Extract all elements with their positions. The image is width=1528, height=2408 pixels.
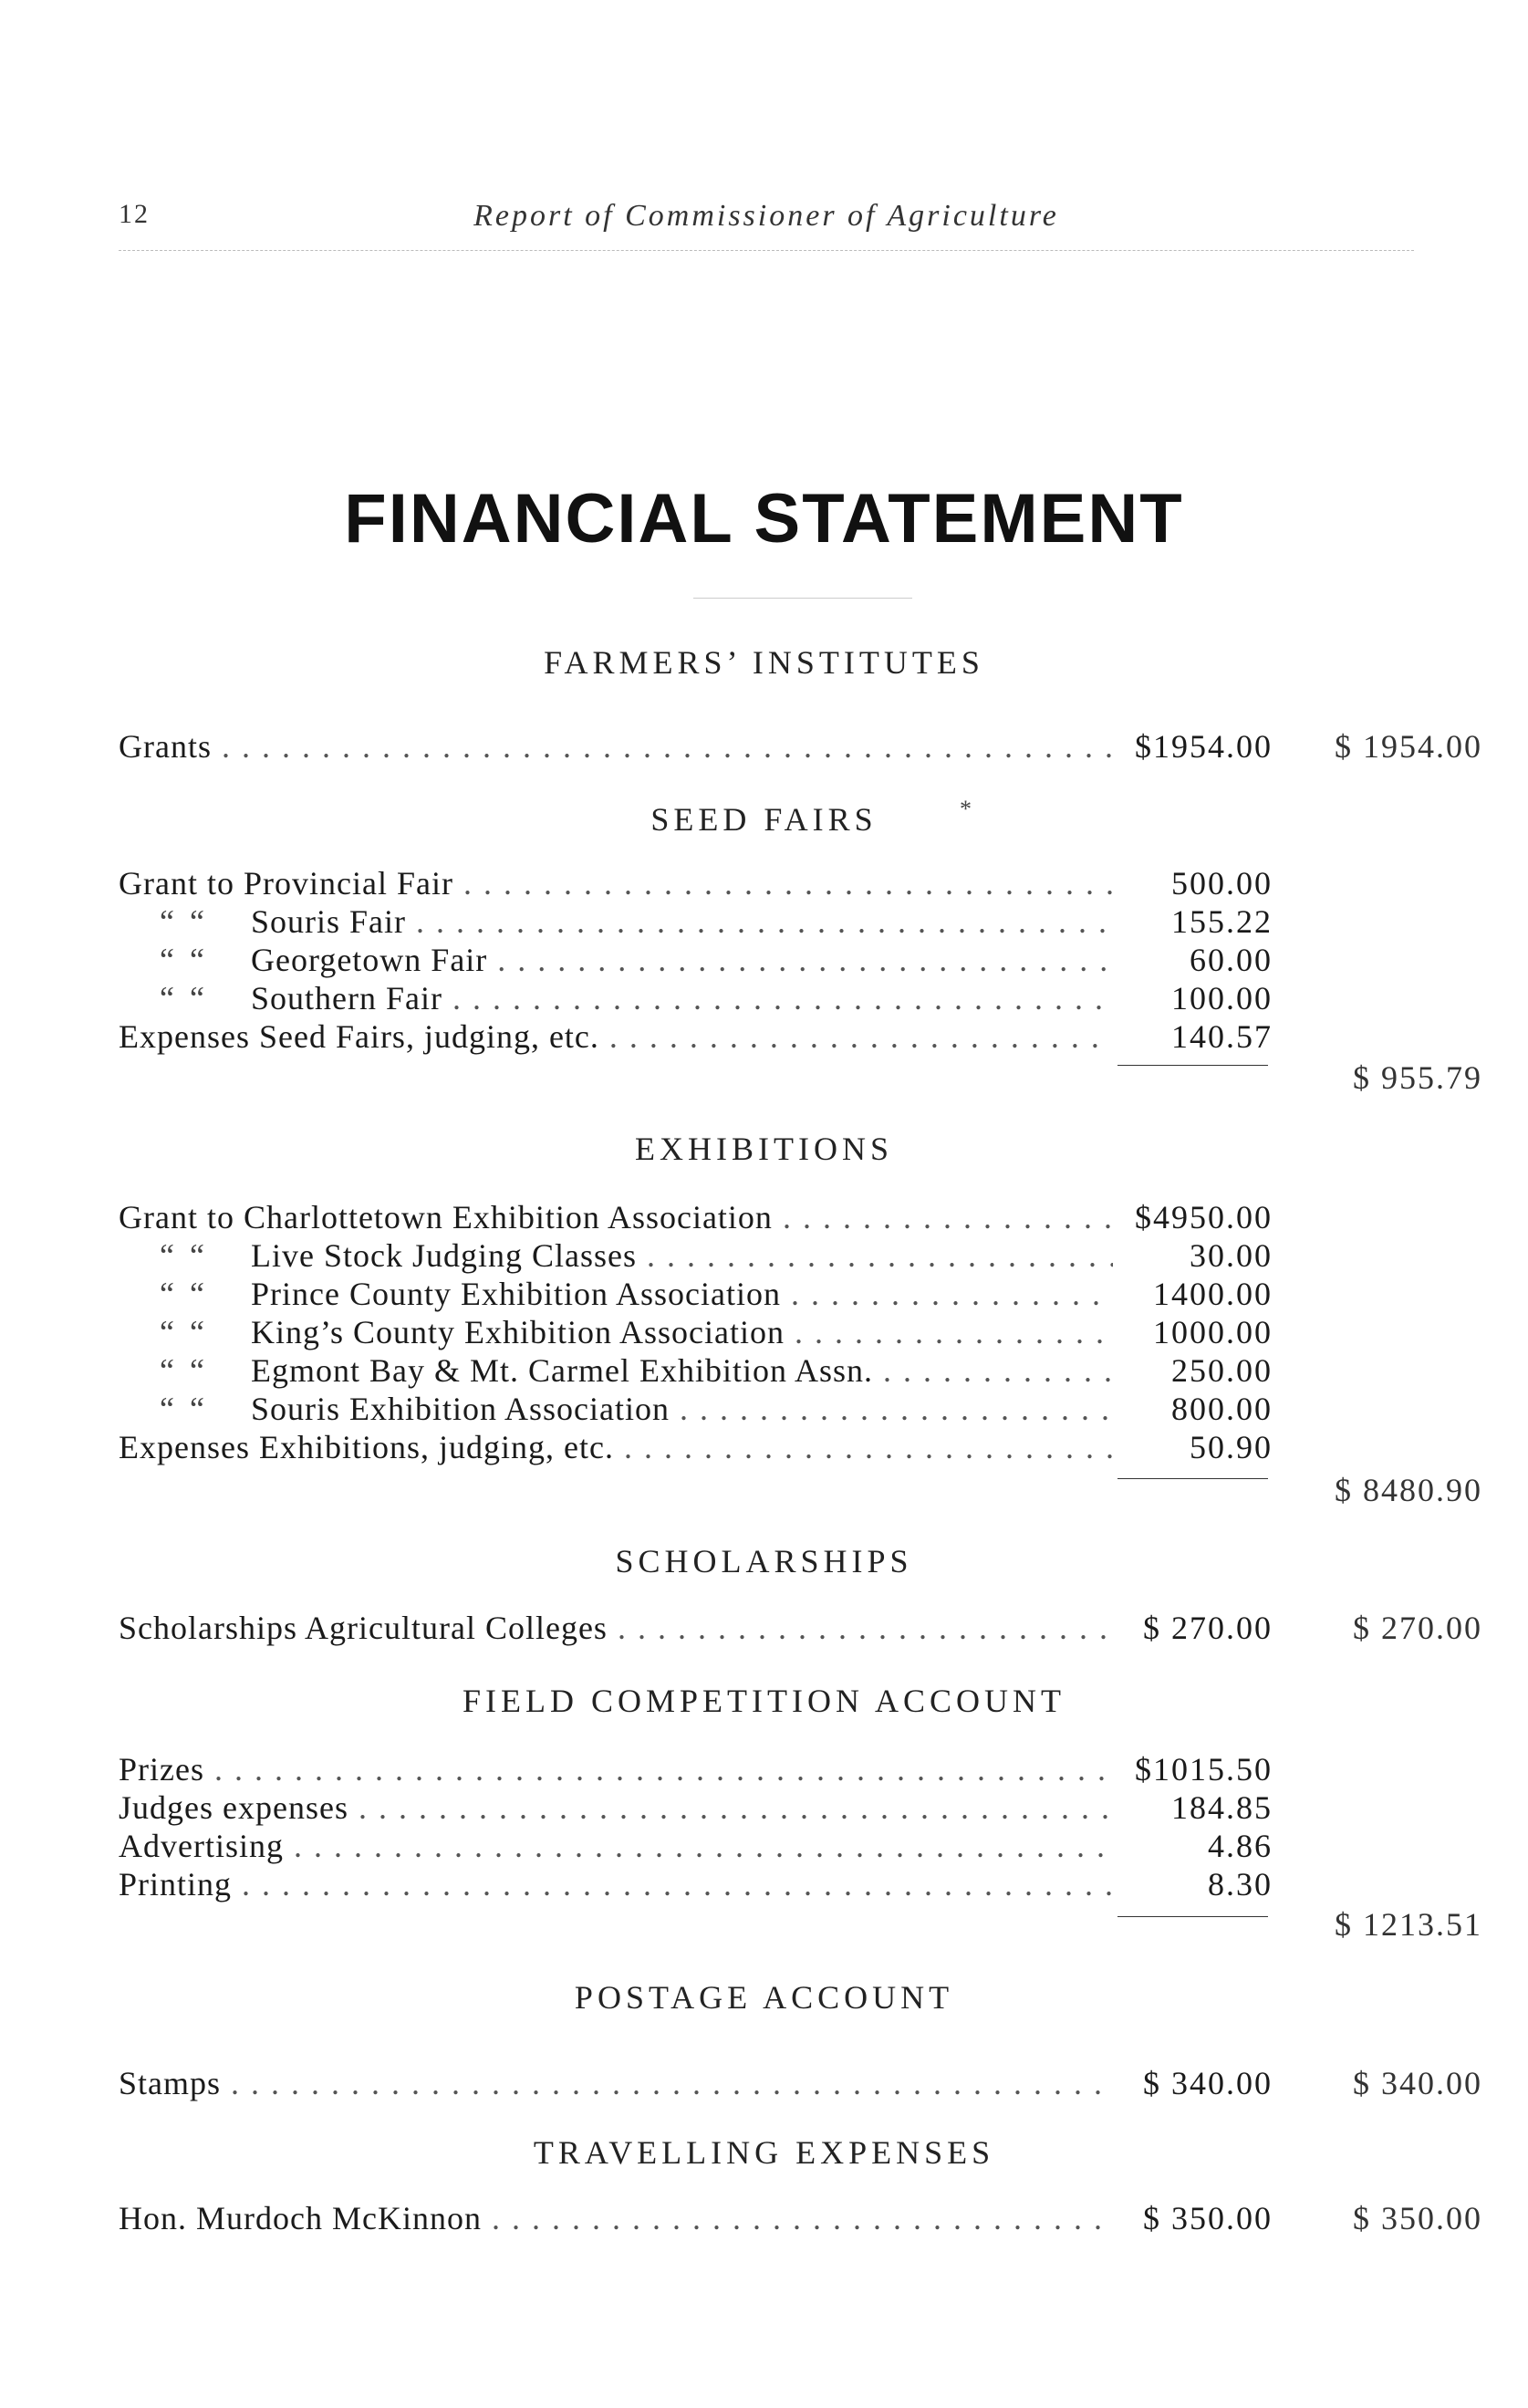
section-heading-seed-fairs: SEED FAIRS xyxy=(650,801,878,838)
ditto-mark: “ “ xyxy=(160,942,208,978)
row-amount: $1954.00 xyxy=(1113,727,1273,766)
ledger-row xyxy=(0,1198,1528,1238)
section-total: $ 955.79 xyxy=(1353,1059,1482,1096)
row-label: “ “ Egmont Bay & Mt. Carmel Exhibition Assn. . . . xyxy=(160,1351,1113,1392)
ledger-row xyxy=(0,979,1528,1019)
row-label: Printing . . . xyxy=(119,1865,1113,1905)
row-amount: 140.57 xyxy=(1113,1017,1273,1056)
row-amount: $ 340.00 xyxy=(1113,2064,1273,2102)
row-label: Expenses Exhibitions, judging, etc. . . . xyxy=(119,1428,1113,1468)
row-amount: 30.00 xyxy=(1113,1236,1273,1275)
section-total: $ 1213.51 xyxy=(1335,1906,1482,1943)
ledger-row xyxy=(0,2199,1528,2239)
section-heading-farmers-institutes: FARMERS’ INSTITUTES xyxy=(544,644,984,681)
row-amount: 184.85 xyxy=(1113,1788,1273,1827)
page-number: 12 xyxy=(119,199,150,229)
section-heading-exhibitions: EXHIBITIONS xyxy=(635,1131,893,1167)
row-total: $ 270.00 xyxy=(1353,1610,1482,1646)
ledger-row xyxy=(0,1236,1528,1277)
row-amount: 60.00 xyxy=(1113,941,1273,979)
subtotal-rule xyxy=(1117,1478,1268,1479)
row-amount: 250.00 xyxy=(1113,1351,1273,1390)
row-label: Grant to Provincial Fair . . . xyxy=(119,864,1113,904)
row-total: $ 340.00 xyxy=(1353,2065,1482,2101)
row-amount: 500.00 xyxy=(1113,864,1273,902)
ledger-row xyxy=(0,1788,1528,1829)
section-heading-postage: POSTAGE ACCOUNT xyxy=(574,1979,954,2016)
ditto-mark: “ “ xyxy=(160,903,208,940)
ledger-row xyxy=(0,941,1528,981)
row-label: “ “ Southern Fair . . . xyxy=(160,979,1113,1019)
ditto-mark: “ “ xyxy=(160,1352,208,1389)
row-amount: 4.86 xyxy=(1113,1827,1273,1865)
header-divider xyxy=(119,250,1414,251)
ledger-row xyxy=(0,864,1528,904)
row-amount: $ 350.00 xyxy=(1113,2199,1273,2237)
row-amount: 100.00 xyxy=(1113,979,1273,1017)
row-label: Stamps . . . xyxy=(119,2064,1113,2104)
ledger-row xyxy=(0,727,1528,767)
ledger-row xyxy=(0,1017,1528,1058)
section-total: $ 8480.90 xyxy=(1335,1472,1482,1508)
row-label: “ “ Georgetown Fair . . . xyxy=(160,941,1113,981)
row-amount: $4950.00 xyxy=(1113,1198,1273,1236)
row-amount: $ 270.00 xyxy=(1113,1609,1273,1647)
running-title: Report of Commissioner of Agriculture xyxy=(473,199,1059,233)
row-label: “ “ Souris Fair . . . xyxy=(160,902,1113,943)
row-label: “ “ King’s County Exhibition Association . . . xyxy=(160,1313,1113,1353)
row-amount: 8.30 xyxy=(1113,1865,1273,1903)
ditto-mark: “ “ xyxy=(160,1391,208,1427)
ditto-mark: “ “ xyxy=(160,1237,208,1274)
ditto-mark: “ “ xyxy=(160,1314,208,1350)
row-label: Hon. Murdoch McKinnon . . . xyxy=(119,2199,1113,2239)
ledger-row xyxy=(0,1827,1528,1867)
row-amount: 800.00 xyxy=(1113,1390,1273,1428)
star-mark: * xyxy=(960,796,972,822)
ledger-row xyxy=(0,2064,1528,2104)
ledger-row xyxy=(0,1428,1528,1468)
row-total: $ 350.00 xyxy=(1353,2200,1482,2236)
row-label: Judges expenses . . . xyxy=(119,1788,1113,1829)
ledger-row xyxy=(0,1275,1528,1315)
row-label: Advertising . . . xyxy=(119,1827,1113,1867)
row-total: $ 1954.00 xyxy=(1335,728,1482,765)
row-label: Expenses Seed Fairs, judging, etc. . . . xyxy=(119,1017,1113,1058)
ditto-mark: “ “ xyxy=(160,980,208,1016)
page-header xyxy=(119,199,1414,254)
row-label: “ “ Souris Exhibition Association . . . xyxy=(160,1390,1113,1430)
subtotal-rule xyxy=(1117,1065,1268,1066)
row-label: “ “ Live Stock Judging Classes . . . xyxy=(160,1236,1113,1277)
title-divider xyxy=(693,598,912,599)
section-heading-scholarships: SCHOLARSHIPS xyxy=(615,1543,913,1579)
ledger-row xyxy=(0,1390,1528,1430)
row-amount: 1000.00 xyxy=(1113,1313,1273,1351)
row-label: “ “ Prince County Exhibition Association . . . xyxy=(160,1275,1113,1315)
row-amount: 1400.00 xyxy=(1113,1275,1273,1313)
row-label: Grant to Charlottetown Exhibition Association . . . xyxy=(119,1198,1113,1238)
row-label: Prizes . . . xyxy=(119,1750,1113,1790)
page-title: FINANCIAL STATEMENT xyxy=(344,480,1184,558)
ledger-row xyxy=(0,1313,1528,1353)
ledger-row xyxy=(0,1351,1528,1392)
ledger-row xyxy=(0,1750,1528,1790)
ditto-mark: “ “ xyxy=(160,1276,208,1312)
row-amount: $1015.50 xyxy=(1113,1750,1273,1788)
subtotal-rule xyxy=(1117,1916,1268,1917)
section-heading-field-competition: FIELD COMPETITION ACCOUNT xyxy=(463,1683,1065,1719)
ledger-row xyxy=(0,902,1528,943)
row-label: Scholarships Agricultural Colleges . . . xyxy=(119,1609,1113,1649)
row-label: Grants . . . xyxy=(119,727,1113,767)
row-amount: 155.22 xyxy=(1113,902,1273,941)
ledger-row xyxy=(0,1609,1528,1649)
row-amount: 50.90 xyxy=(1113,1428,1273,1466)
ledger-row xyxy=(0,1865,1528,1905)
section-heading-travelling: TRAVELLING EXPENSES xyxy=(533,2134,995,2171)
